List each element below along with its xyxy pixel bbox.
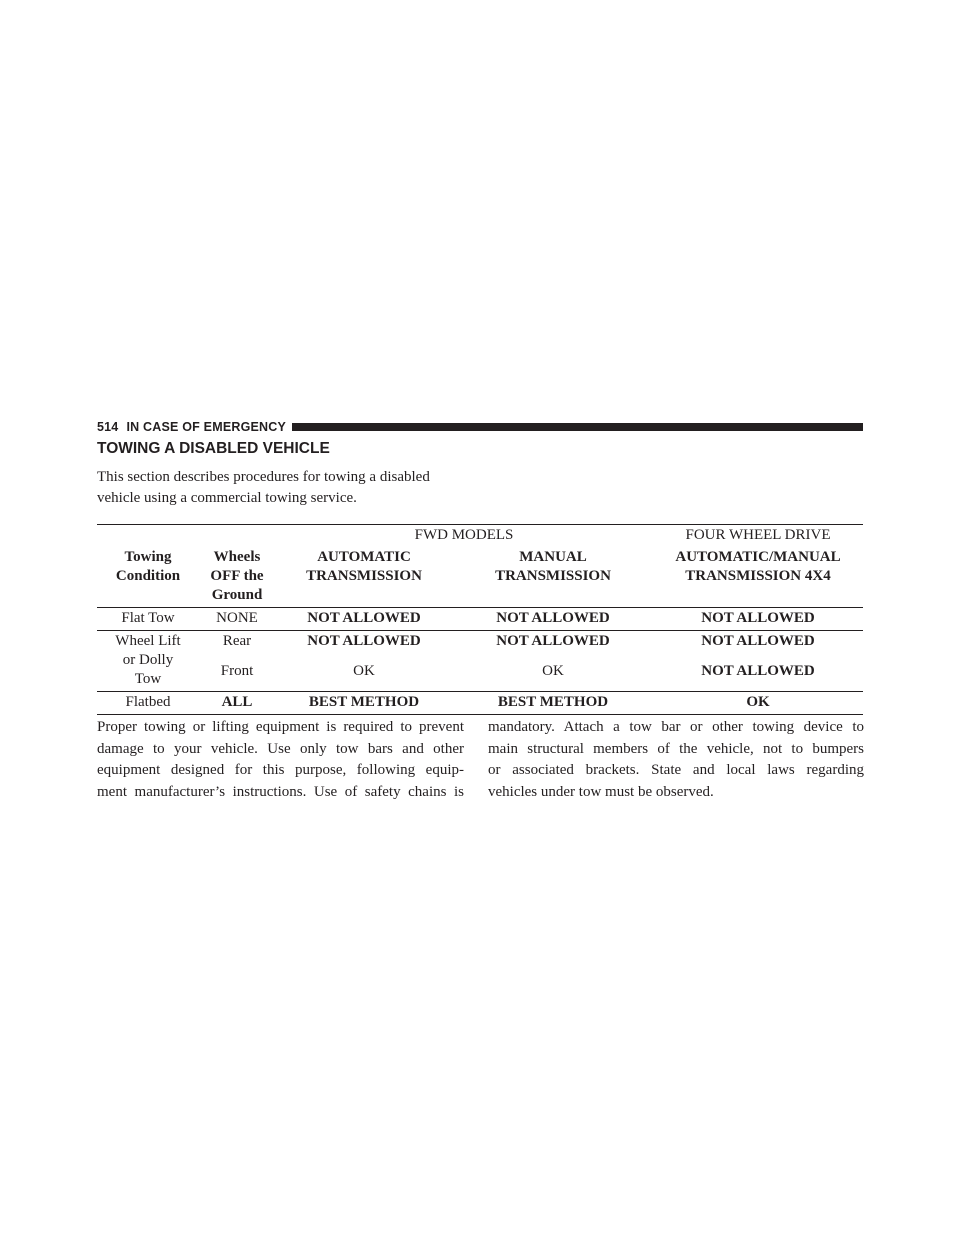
towing-condition-header: Towing Condition: [115, 549, 181, 584]
body-line: damage to your vehicle. Use only tow bars and other: [97, 740, 464, 757]
body-line: main structural members of the vehicle, not to bumpers: [488, 740, 864, 757]
awd-cell: NOT ALLOWED: [701, 633, 815, 649]
intro-line: This section describes procedures for towing a disabled: [97, 469, 430, 485]
manual-cell: OK: [542, 663, 564, 679]
automatic-cell: NOT ALLOWED: [307, 633, 421, 649]
condition-cell: Flat Tow: [121, 610, 175, 626]
body-column-right: [488, 717, 864, 803]
automatic-cell: OK: [353, 663, 375, 679]
intro-paragraph: [97, 467, 477, 509]
intro-line: vehicle using a commercial towing service.: [97, 490, 357, 506]
awd-transmission-header: AUTOMATIC/MANUAL TRANSMISSION 4X4: [675, 549, 841, 584]
automatic-cell: BEST METHOD: [308, 694, 420, 710]
table-row: [97, 608, 863, 631]
table-row: [97, 692, 863, 715]
table-row: [97, 631, 863, 662]
page-number: 514: [97, 420, 119, 434]
condition-cell: Flatbed: [125, 694, 171, 710]
awd-cell: NOT ALLOWED: [701, 610, 815, 626]
body-column-left: [97, 717, 464, 803]
fwd-models-header: FWD MODELS: [414, 527, 514, 543]
automatic-cell: NOT ALLOWED: [307, 610, 421, 626]
manual-transmission-header: MANUAL TRANSMISSION: [495, 549, 611, 584]
body-line: mandatory. Attach a tow bar or other towing device to: [488, 719, 864, 735]
body-line: vehicles under tow must be observed.: [488, 783, 714, 800]
section-name: IN CASE OF EMERGENCY: [126, 420, 287, 434]
condition-cell: Wheel Lift or Dolly Tow: [115, 633, 181, 687]
awd-cell: NOT ALLOWED: [701, 663, 815, 679]
page-title: TOWING A DISABLED VEHICLE: [97, 440, 330, 457]
wheels-cell: Rear: [222, 633, 252, 649]
wheels-cell: Front: [220, 663, 254, 679]
body-line: or associated brackets. State and local laws regarding: [488, 762, 864, 778]
header-rule: [292, 423, 863, 431]
column-header-row: [97, 547, 863, 608]
wheels-cell: NONE: [216, 610, 258, 626]
automatic-transmission-header: AUTOMATIC TRANSMISSION: [306, 549, 422, 584]
four-wheel-drive-header: FOUR WHEEL DRIVE: [685, 527, 831, 543]
body-line: Proper towing or lifting equipment is required to prevent: [97, 719, 464, 735]
manual-cell: NOT ALLOWED: [496, 633, 610, 649]
manual-cell: BEST METHOD: [497, 694, 609, 710]
towing-table: [97, 524, 863, 715]
wheels-off-ground-header: Wheels OFF the Ground: [210, 549, 264, 603]
wheels-cell: ALL: [221, 694, 253, 710]
body-line: ment manufacturer’s instructions. Use of safety chains is: [97, 783, 464, 800]
group-header-row: [97, 525, 863, 548]
body-line: equipment designed for this purpose, following equip-: [97, 762, 464, 778]
running-header: [97, 419, 863, 435]
manual-cell: NOT ALLOWED: [496, 610, 610, 626]
awd-cell: OK: [746, 694, 770, 710]
table-row: [97, 661, 863, 692]
